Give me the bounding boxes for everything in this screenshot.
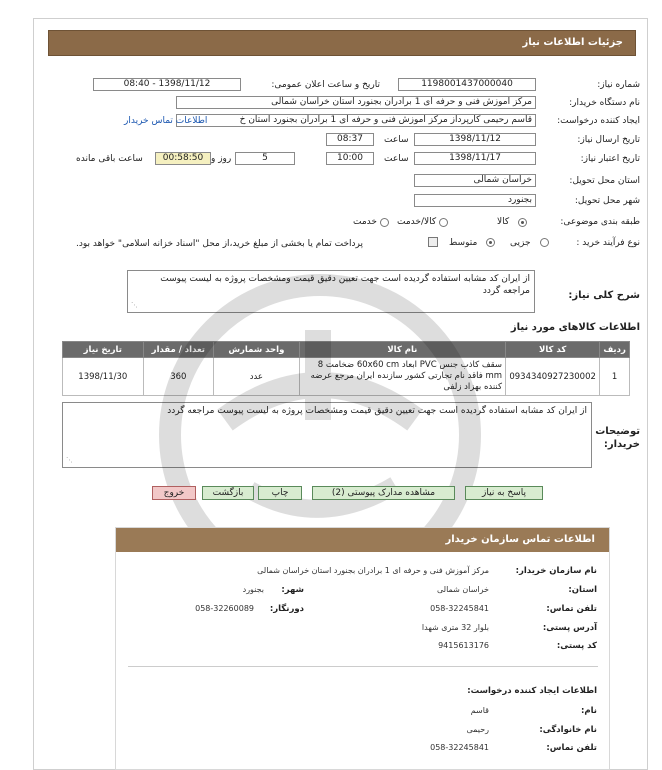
items-header-row [63,342,630,358]
validity-label: تاریخ اعتبار نیاز: [580,154,640,164]
process-medium-label: متوسط [449,238,478,248]
city-label: شهر محل تحویل: [574,196,640,206]
col-code: کد کالا [506,342,600,358]
attachments-button[interactable]: مشاهده مدارک پیوستی (2) [312,486,455,500]
validity-time-field: 10:00 [326,152,374,165]
contact-city-value: بجنورد [242,585,264,594]
page-header [48,30,636,56]
remaining-label: ساعت باقی مانده [76,154,143,164]
province-field: خراسان شمالی [414,174,536,187]
exit-button[interactable]: خروج [152,486,196,500]
contact-phone-label: تلفن تماس: [546,604,597,614]
category-goods-radio[interactable] [518,218,527,227]
contact-province-label: استان: [568,585,597,595]
contact-panel-title: اطلاعات تماس سازمان خریدار [116,528,609,552]
page-title: جزئیات اطلاعات نیاز [522,37,623,48]
contact-fax-label: دورنگار: [269,604,304,614]
buyer-org-label: نام دستگاه خریدار: [569,98,640,108]
process-label: نوع فرآیند خرید : [576,238,640,248]
creator-phone-value: 058-32245841 [430,743,489,752]
treasury-payment-checkbox[interactable] [428,237,438,247]
province-label: استان محل تحویل: [569,176,640,186]
category-service-label: خدمت [353,217,377,227]
contact-postal-label: کد پستی: [556,641,597,651]
summary-text: از ایران کد مشابه استفاده گردیده است جهت تعیین دقیق قیمت ومشخصات پروژه به لیست پیوست مراجعه گردد [160,274,530,296]
process-partial-label: جزیی [510,238,531,248]
col-date: تاریخ نیاز [63,342,144,358]
creator-last-name-value: رحیمی [466,725,489,734]
buyer-contact-link[interactable]: اطلاعات تماس خریدار [124,116,208,126]
creator-last-name-label: نام خانوادگی: [539,725,597,735]
category-service-radio[interactable] [380,218,389,227]
col-unit: واحد شمارش [214,342,300,358]
items-section-title: اطلاعات کالاهای مورد نیاز [510,322,640,333]
validity-time-label: ساعت [384,154,409,164]
need-number-label: شماره نیاز: [597,80,640,90]
contact-address-label: آدرس پستی: [542,623,597,633]
creator-first-name-value: قاسم [470,706,489,715]
buyer-org-field: مرکز آموزش فنی و حرفه ای 1 برادران بجنورد استان خراسان شمالی [176,96,536,109]
announce-field: 1398/11/12 - 08:40 [93,78,241,91]
buyer-notes-label: توضیحات خریدار: [595,426,640,450]
reply-button[interactable]: پاسخ به نیاز [465,486,543,500]
creator-first-name-label: نام: [580,706,597,716]
cell-unit: عدد [214,358,300,396]
cell-row: 1 [600,358,630,396]
creator-field: قاسم رحیمی کارپرداز مرکز آموزش فنی و حرفه ای 1 برادران بجنورد استان خ [176,114,536,127]
creator-phone-label: تلفن تماس: [546,743,597,753]
buyer-contact-panel [115,527,610,770]
resize-grip-icon[interactable]: ⋰ [66,456,73,464]
cell-date: 1398/11/30 [63,358,144,396]
table-row [63,358,630,396]
days-label: روز و [211,154,232,164]
category-goods-label: کالا [497,217,510,227]
contact-city-label: شهر: [281,585,304,595]
contact-phone-value: 058-32245841 [430,604,489,613]
buyer-notes-text: از ایران کد مشابه استفاده گردیده است جهت تعیین دقیق قیمت ومشخصات پروژه به لیست پیوست مراجعه گردد [167,406,587,416]
contact-address-value: بلوار 32 متری شهدا [421,623,489,632]
category-goods-service-radio[interactable] [439,218,448,227]
divider [128,666,598,667]
need-time-label: ساعت [384,135,409,145]
summary-textarea [127,270,535,313]
days-field: 5 [235,152,295,165]
cell-qty: 360 [143,358,213,396]
need-date-label: تاریخ ارسال نیاز: [577,135,640,145]
back-button[interactable]: بازگشت [202,486,254,500]
need-date-field: 1398/11/12 [414,133,536,146]
creator-label: ایجاد کننده درخواست: [557,116,640,126]
contact-fax-value: 058-32260089 [195,604,254,613]
validity-date-field: 1398/11/17 [414,152,536,165]
category-label: طبقه بندی موضوعی: [560,217,640,227]
remaining-time-field: 00:58:50 [155,152,211,165]
cell-name: سقف کاذب جنس PVC ابعاد 60x60 cm ضخامت 8 mm فاقد نام تجارتی کشور سازنده ایران مرجع عرضه کننده بهزاد زلفی [299,358,505,396]
city-field: بجنورد [414,194,536,207]
col-row: ردیف [600,342,630,358]
contact-org-value: مرکز آموزش فنی و حرفه ای 1 برادران بجنورد استان خراسان شمالی [257,566,489,575]
need-time-field: 08:37 [326,133,374,146]
creator-info-title: اطلاعات ایجاد کننده درخواست: [467,686,597,696]
need-number-field: 1198001437000040 [398,78,536,91]
category-goods-service-label: کالا/خدمت [397,217,437,227]
contact-province-value: خراسان شمالی [436,585,489,594]
items-table [62,341,630,396]
col-qty: تعداد / مقدار [143,342,213,358]
col-name: نام کالا [299,342,505,358]
process-partial-radio[interactable] [540,238,549,247]
contact-org-label: نام سازمان خریدار: [515,566,597,576]
resize-grip-icon[interactable]: ⋰ [131,301,138,309]
announce-label: تاریخ و ساعت اعلان عمومی: [271,80,380,90]
cell-code: 0934340927230002 [506,358,600,396]
contact-postal-value: 9415613176 [438,641,489,650]
print-button[interactable]: چاپ [258,486,302,500]
process-medium-radio[interactable] [486,238,495,247]
summary-label: شرح کلی نیاز: [568,290,640,301]
payment-note: پرداخت تمام یا بخشی از مبلغ خرید،از محل "اسناد خزانه اسلامی" خواهد بود. [76,239,364,249]
buyer-notes-textarea [62,402,592,468]
